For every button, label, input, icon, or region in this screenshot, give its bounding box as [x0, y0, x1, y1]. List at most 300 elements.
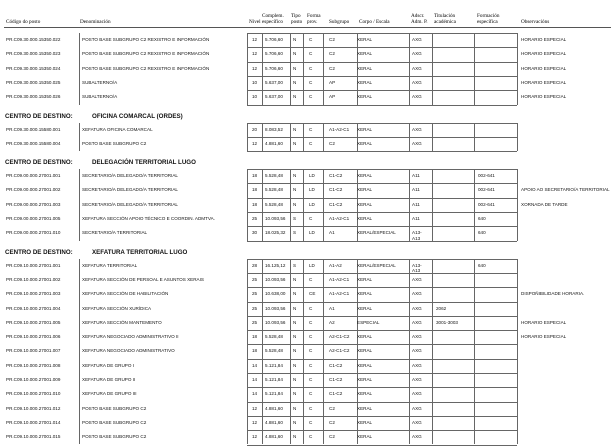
cell-forma: LD	[309, 262, 315, 268]
cell-complemento: 10.093,56	[265, 319, 286, 325]
cell-nivel: 14	[252, 391, 258, 397]
cell-subgrupo: C2	[329, 51, 335, 57]
cell-corpo: XERAL	[357, 65, 373, 71]
cell-tipo: N	[293, 362, 297, 368]
cell-denominacion: SECRETARIO/A DELEGADO/A TERRITORIAL	[82, 173, 178, 179]
cell-codigo: PR.C09.10.000.27001.003	[6, 291, 61, 297]
cell-forma: C	[309, 37, 313, 42]
cell-codigo: PR.C09.10.000.27001.006	[6, 334, 61, 340]
cell-nivel: 12	[252, 37, 258, 42]
cell-denominacion: POSTO BASE SUBGRUPO C2 REXISTRO E INFORMACIÓN	[82, 65, 210, 71]
cell-corpo: XERAL	[357, 348, 373, 354]
cell-adscricion: AXG	[412, 391, 422, 397]
cell-adscricion: AXG	[412, 37, 422, 42]
cell-corpo: XERAL	[357, 126, 373, 132]
cell-adscricion: AXG	[412, 434, 422, 440]
cell-forma: C	[309, 51, 313, 57]
cell-denominacion: POSTO BASE SUBGRUPO C2 REXISTRO E INFORMACIÓN	[82, 37, 210, 42]
row-divider	[247, 402, 517, 403]
cell-corpo: XERAL	[357, 187, 373, 193]
cell-corpo: XERAL	[357, 94, 373, 100]
cell-codigo: PR.C09.10.000.27001.005	[6, 319, 61, 325]
cell-tipo: N	[293, 348, 297, 354]
cell-denominacion: XEFATURA DE GRUPO III	[82, 391, 137, 397]
cell-codigo: PR.C09.10.000.27001.008	[6, 362, 61, 368]
cell-nivel: 30	[252, 230, 258, 236]
cell-adscricion: AXG	[412, 126, 422, 132]
header-complemento: Complem. específico	[262, 13, 284, 25]
cell-adscricion: AXG	[412, 362, 422, 368]
cell-corpo: XERAL	[357, 362, 373, 368]
cell-subgrupo: A2-C1-C2	[329, 348, 350, 354]
column-divider	[303, 33, 304, 105]
cell-corpo: XERAL	[357, 419, 373, 425]
cell-tipo: N	[293, 173, 297, 179]
cell-denominacion: XEFATURA OFICINA COMARCAL	[82, 126, 153, 132]
header-subgrupo: Subgrupo	[329, 19, 350, 25]
cell-complemento: 4.881,60	[265, 434, 283, 440]
header-adscricion: Adscr. Adm. P.	[411, 13, 428, 25]
cell-corpo: XERAL	[357, 305, 373, 311]
cell-subgrupo: C1-C2	[329, 173, 343, 179]
cell-subgrupo: C2	[329, 405, 335, 411]
cell-tipo: N	[293, 291, 297, 297]
cell-subgrupo: A1-A2-C1	[329, 216, 350, 221]
cell-complemento: 5.528,48	[265, 187, 283, 193]
row-divider	[247, 76, 517, 77]
cell-denominacion: SECRETARIO/A TERRITORIAL	[82, 230, 148, 236]
cell-denominacion: XEFATURA SECCIÓN APOIO TÉCNICO E COORDIN. ADMTVA.	[82, 216, 215, 221]
cell-nivel: 18	[252, 334, 258, 340]
cell-tipo: N	[293, 65, 297, 71]
cell-corpo: XERAL	[357, 173, 373, 179]
column-divider	[409, 33, 410, 105]
cell-forma: C	[309, 377, 313, 382]
section-heading	[5, 159, 196, 167]
cell-forma: C	[309, 305, 313, 311]
column-divider	[474, 33, 475, 105]
cell-codigo: PR.C09.30.000.15580.001	[6, 126, 61, 132]
cell-denominacion: POSTO BASE SUBGRUPO C2	[82, 419, 147, 425]
cell-complemento: 10.093,56	[265, 276, 286, 282]
cell-tipo: N	[293, 201, 297, 207]
column-divider	[517, 169, 518, 241]
cell-denominacion: XEFATURA DE GRUPO I	[82, 362, 134, 368]
cell-adscricion: AXG	[412, 334, 422, 340]
row-divider	[247, 416, 517, 417]
cell-codigo: PR.C09.00.000.27001.005	[6, 216, 61, 221]
cell-corpo: XERAL	[357, 140, 373, 146]
cell-tipo: N	[293, 276, 297, 282]
column-divider	[79, 123, 80, 152]
row-divider	[247, 316, 517, 317]
cell-complemento: 10.093,56	[265, 216, 286, 221]
cell-codigo: PR.C09.10.000.27001.001	[6, 262, 61, 268]
cell-complemento: 18.025,32	[265, 230, 286, 236]
row-divider	[247, 105, 517, 106]
cell-nivel: 12	[252, 51, 258, 57]
header-observacions: Observacións	[521, 19, 550, 25]
row-divider	[247, 123, 517, 124]
cell-observacions: HORARIO ESPECIAL	[521, 319, 567, 325]
cell-nivel: 10	[252, 79, 258, 85]
cell-complemento: 5.637,00	[265, 94, 283, 100]
cell-nivel: 25	[252, 291, 258, 297]
cell-formacion: 002-641	[478, 201, 495, 207]
cell-corpo: XERAL	[357, 201, 373, 207]
row-divider	[247, 137, 517, 138]
cell-complemento: 5.121,84	[265, 362, 283, 368]
cell-subgrupo: C1-C2	[329, 201, 343, 207]
section-label: CENTRO DE DESTINO:	[5, 112, 73, 120]
cell-tipo: N	[293, 37, 297, 42]
cell-codigo: PR.C09.30.000.15350.026	[6, 94, 61, 100]
column-divider	[79, 33, 80, 105]
cell-denominacion: SECRETARIO/A DELEGADO/A TERRITORIAL	[82, 201, 178, 207]
cell-denominacion: POSTO BASE SUBGRUPO C2	[82, 434, 147, 440]
cell-complemento: 16.125,12	[265, 262, 286, 268]
cell-forma: LD	[309, 187, 315, 193]
cell-adscricion: AXG	[412, 276, 422, 282]
column-divider	[474, 169, 475, 241]
cell-denominacion: XEFATURA SECCIÓN DE PERSOAL E ASUNTOS XERAIS	[82, 276, 204, 282]
cell-codigo: PR.C09.00.000.27001.010	[6, 230, 61, 236]
cell-adscricion: AXG	[412, 348, 422, 354]
row-divider	[247, 47, 517, 48]
cell-denominacion: XEFATURA SECCIÓN XURÍDICA	[82, 305, 152, 311]
cell-adscricion: AXG	[412, 405, 422, 411]
cell-forma: C	[309, 334, 313, 340]
cell-corpo: XERAL	[357, 434, 373, 440]
cell-forma: C	[309, 126, 313, 132]
cell-complemento: 8.083,52	[265, 126, 283, 132]
cell-subgrupo: AP	[329, 79, 336, 85]
cell-corpo: XERAL	[357, 334, 373, 340]
section-label: CENTRO DE DESTINO:	[5, 248, 73, 256]
cell-codigo: PR.C09.10.000.27001.004	[6, 305, 61, 311]
cell-subgrupo: A1-A2-C1	[329, 291, 350, 297]
cell-subgrupo: A1-A2-C1	[329, 276, 350, 282]
row-divider	[247, 330, 517, 331]
section-label: CENTRO DE DESTINO:	[5, 159, 73, 167]
cell-observacions: HORARIO ESPECIAL	[521, 37, 567, 42]
section-heading	[5, 113, 183, 121]
cell-forma: CE	[309, 291, 316, 297]
cell-corpo: XERAL	[357, 79, 373, 85]
cell-complemento: 5.528,48	[265, 348, 283, 354]
cell-adscricion: A11	[412, 201, 420, 207]
cell-denominacion: SUBALTERNO/A	[82, 79, 118, 85]
cell-subgrupo: C2	[329, 65, 335, 71]
cell-tipo: N	[293, 187, 297, 193]
cell-subgrupo: A2-C1-C2	[329, 334, 350, 340]
row-divider	[247, 359, 517, 360]
cell-nivel: 20	[252, 126, 258, 132]
cell-adscricion: AXG	[412, 79, 422, 85]
cell-corpo: ESPECIAL	[357, 319, 380, 325]
header-forma: Forma prov.	[307, 13, 321, 25]
cell-forma: C	[309, 419, 313, 425]
cell-nivel: 25	[252, 216, 258, 221]
cell-observacions: DISPOÑIBILIDADE HORARIA.	[521, 291, 585, 297]
header-corpo: Corpo / Escala	[359, 19, 390, 25]
row-divider	[247, 183, 517, 184]
cell-observacions: HORARIO ESPECIAL	[521, 94, 567, 100]
row-divider	[247, 344, 517, 345]
cell-corpo: XERAL/ESPECIAL	[357, 230, 396, 236]
column-divider	[303, 169, 304, 241]
row-divider	[247, 198, 517, 199]
column-divider	[432, 33, 433, 105]
cell-tipo: N	[293, 334, 297, 340]
cell-corpo: XERAL	[357, 37, 373, 42]
cell-nivel: 18	[252, 173, 258, 179]
cell-complemento: 5.706,60	[265, 51, 283, 57]
cell-adscricion: A11	[412, 173, 420, 179]
cell-corpo: XERAL	[357, 216, 373, 221]
row-divider	[247, 169, 517, 170]
cell-denominacion: XEFATURA NEGOCIADO ADMINISTRATIVO II	[82, 334, 179, 340]
cell-complemento: 10.093,56	[265, 305, 286, 311]
cell-observacions: HORARIO ESPECIAL	[521, 51, 567, 57]
cell-adscricion: AXG	[412, 94, 422, 100]
section-name: DELEGACIÓN TERRITORIAL LUGO	[92, 159, 196, 167]
cell-tipo: N	[293, 79, 297, 85]
column-divider	[517, 33, 518, 105]
cell-denominacion: POSTO BASE SUBGRUPO C2 REXISTRO E INFORMACIÓN	[82, 51, 210, 57]
cell-subgrupo: A1-A2	[329, 262, 342, 268]
cell-nivel: 12	[252, 434, 258, 440]
header-titulacion: Titulación académica	[434, 13, 456, 25]
row-divider	[247, 373, 517, 374]
cell-nivel: 12	[252, 140, 258, 146]
row-divider	[247, 387, 517, 388]
cell-denominacion: POSTO BASE SUBGRUPO C2	[82, 140, 147, 146]
row-divider	[247, 212, 517, 213]
cell-subgrupo: C1-C2	[329, 187, 343, 193]
cell-nivel: 18	[252, 201, 258, 207]
cell-nivel: 10	[252, 94, 258, 100]
cell-titulacion: 3001-3003	[436, 319, 458, 325]
cell-subgrupo: A2	[329, 319, 335, 325]
cell-complemento: 5.706,60	[265, 65, 283, 71]
cell-tipo: S	[293, 216, 297, 221]
cell-nivel: 28	[252, 262, 258, 268]
cell-observacions: XORNADA DE TARDE	[521, 201, 568, 207]
cell-corpo: XERAL	[357, 291, 373, 297]
cell-forma: C	[309, 391, 313, 397]
column-divider	[517, 259, 518, 445]
cell-adscricion: A11	[412, 216, 420, 221]
column-divider	[79, 259, 80, 445]
cell-observacions: HORARIO ESPECIAL	[521, 334, 567, 340]
cell-tipo: N	[293, 94, 297, 100]
cell-denominacion: SUBALTERNO/A	[82, 94, 118, 100]
cell-denominacion: POSTO BASE SUBGRUPO C2	[82, 405, 147, 411]
cell-complemento: 4.881,60	[265, 419, 283, 425]
section-heading	[5, 249, 187, 257]
cell-subgrupo: AP	[329, 94, 336, 100]
cell-complemento: 5.528,48	[265, 334, 283, 340]
row-divider	[247, 226, 517, 227]
cell-tipo: N	[293, 434, 297, 440]
cell-nivel: 18	[252, 187, 258, 193]
cell-codigo: PR.C09.10.000.27001.010	[6, 391, 61, 397]
cell-denominacion: SECRETARIO/A DELEGADO/A TERRITORIAL	[82, 187, 178, 193]
cell-titulacion: 2062	[436, 305, 447, 311]
header-codigo: Código do posto	[6, 19, 41, 25]
header-nivel: Nivel	[249, 19, 261, 25]
cell-adscricion: AXG	[412, 305, 422, 311]
cell-tipo: N	[293, 51, 297, 57]
cell-denominacion: XEFATURA DE GRUPO II	[82, 377, 136, 382]
cell-adscricion: A13-A13	[412, 262, 422, 274]
cell-tipo: S	[293, 230, 297, 236]
cell-denominacion: XEFATURA NEGOCIADO ADMINISTRATIVO	[82, 348, 175, 354]
column-divider	[247, 33, 248, 105]
cell-tipo: S	[293, 262, 297, 268]
cell-forma: C	[309, 362, 313, 368]
cell-formacion: 002-641	[478, 173, 495, 179]
cell-codigo: PR.C09.30.000.15350.025	[6, 79, 61, 85]
cell-complemento: 4.881,60	[265, 405, 283, 411]
cell-codigo: PR.C09.30.000.15350.023	[6, 51, 61, 57]
cell-corpo: XERAL	[357, 377, 373, 382]
cell-formacion: 002-641	[478, 187, 495, 193]
cell-subgrupo: C1-C2	[329, 377, 343, 382]
header-rule	[4, 27, 611, 28]
cell-forma: LD	[309, 230, 315, 236]
cell-forma: C	[309, 434, 313, 440]
cell-formacion: 640	[478, 216, 486, 221]
cell-forma: LD	[309, 201, 315, 207]
cell-tipo: N	[293, 305, 297, 311]
cell-corpo: XERAL	[357, 276, 373, 282]
cell-codigo: PR.C09.10.000.27001.002	[6, 276, 61, 282]
row-divider	[247, 430, 517, 431]
header-tipo: Tipo posto	[291, 13, 303, 25]
cell-corpo: XERAL	[357, 391, 373, 397]
section-name: OFICINA COMARCAL (ORDES)	[92, 112, 183, 120]
cell-codigo: PR.C09.30.000.15350.024	[6, 65, 61, 71]
cell-forma: C	[309, 140, 313, 146]
row-divider	[247, 287, 517, 288]
column-divider	[79, 169, 80, 241]
cell-tipo: N	[293, 126, 297, 132]
cell-formacion: 640	[478, 262, 486, 268]
cell-formacion: 640	[478, 230, 486, 236]
row-divider	[247, 445, 517, 446]
cell-subgrupo: C2	[329, 140, 335, 146]
cell-codigo: PR.C09.00.000.27001.002	[6, 187, 61, 193]
cell-forma: C	[309, 79, 313, 85]
cell-complemento: 10.638,00	[265, 291, 286, 297]
header-denominacion: Denominación	[80, 19, 111, 25]
cell-tipo: N	[293, 391, 297, 397]
cell-forma: C	[309, 348, 313, 354]
cell-complemento: 5.528,48	[265, 201, 283, 207]
cell-adscricion: AXG	[412, 419, 422, 425]
cell-adscricion: A13-A13	[412, 230, 422, 241]
column-divider	[323, 33, 324, 105]
cell-complemento: 5.121,84	[265, 391, 283, 397]
cell-adscricion: AXG	[412, 291, 422, 297]
cell-complemento: 5.528,48	[265, 173, 283, 179]
cell-forma: C	[309, 319, 313, 325]
cell-nivel: 25	[252, 319, 258, 325]
cell-corpo: XERAL/ESPECIAL	[357, 262, 396, 268]
column-divider	[262, 169, 263, 241]
cell-adscricion: AXG	[412, 319, 422, 325]
cell-codigo: PR.C09.10.000.27001.009	[6, 377, 61, 382]
cell-denominacion: XEFATURA SECCIÓN MANTEMENTO	[82, 319, 162, 325]
cell-nivel: 12	[252, 65, 258, 71]
row-divider	[247, 62, 517, 63]
cell-complemento: 5.706,60	[265, 37, 283, 42]
cell-subgrupo: C2	[329, 37, 335, 42]
column-divider	[247, 169, 248, 241]
row-divider	[247, 241, 517, 242]
cell-complemento: 5.637,00	[265, 79, 283, 85]
cell-nivel: 14	[252, 362, 258, 368]
row-divider	[247, 33, 517, 34]
row-divider	[247, 259, 517, 260]
cell-codigo: PR.C09.10.000.27001.015	[6, 434, 61, 440]
cell-codigo: PR.C09.30.000.15580.004	[6, 140, 61, 146]
cell-forma: C	[309, 405, 313, 411]
row-divider	[247, 90, 517, 91]
cell-codigo: PR.C09.00.000.27001.003	[6, 201, 61, 207]
header-formacion: Formación específica	[477, 13, 500, 25]
cell-adscricion: AXG	[412, 51, 422, 57]
cell-adscricion: AXG	[412, 65, 422, 71]
cell-codigo: PR.C09.10.000.27001.012	[6, 405, 61, 411]
cell-complemento: 5.121,84	[265, 377, 283, 382]
column-divider	[290, 169, 291, 241]
column-divider	[517, 123, 518, 152]
cell-adscricion: AXG	[412, 140, 422, 146]
cell-nivel: 25	[252, 276, 258, 282]
cell-forma: C	[309, 276, 313, 282]
cell-forma: LD	[309, 173, 315, 179]
column-divider	[409, 169, 410, 241]
cell-complemento: 4.881,60	[265, 140, 283, 146]
cell-subgrupo: A1	[329, 305, 335, 311]
cell-codigo: PR.C09.30.000.15350.022	[6, 37, 61, 42]
row-divider	[247, 151, 517, 152]
cell-subgrupo: C2	[329, 434, 335, 440]
cell-codigo: PR.C09.10.000.27001.007	[6, 348, 61, 354]
cell-subgrupo: C1-C2	[329, 362, 343, 368]
section-name: XEFATURA TERRITORIAL LUGO	[92, 248, 188, 256]
cell-subgrupo: A1-A2-C1	[329, 126, 350, 132]
cell-forma: C	[309, 94, 313, 100]
column-divider	[323, 169, 324, 241]
row-divider	[247, 273, 517, 274]
cell-denominacion: XEFATURA SECCIÓN DE HABILITACIÓN	[82, 291, 169, 297]
cell-nivel: 14	[252, 377, 258, 382]
cell-forma: C	[309, 216, 313, 221]
cell-tipo: N	[293, 140, 297, 146]
cell-corpo: XERAL	[357, 405, 373, 411]
cell-nivel: 18	[252, 348, 258, 354]
cell-forma: C	[309, 65, 313, 71]
column-divider	[432, 169, 433, 241]
cell-tipo: N	[293, 405, 297, 411]
cell-codigo: PR.C09.10.000.27001.014	[6, 419, 61, 425]
cell-nivel: 12	[252, 419, 258, 425]
cell-observacions: HORARIO ESPECIAL	[521, 79, 567, 85]
